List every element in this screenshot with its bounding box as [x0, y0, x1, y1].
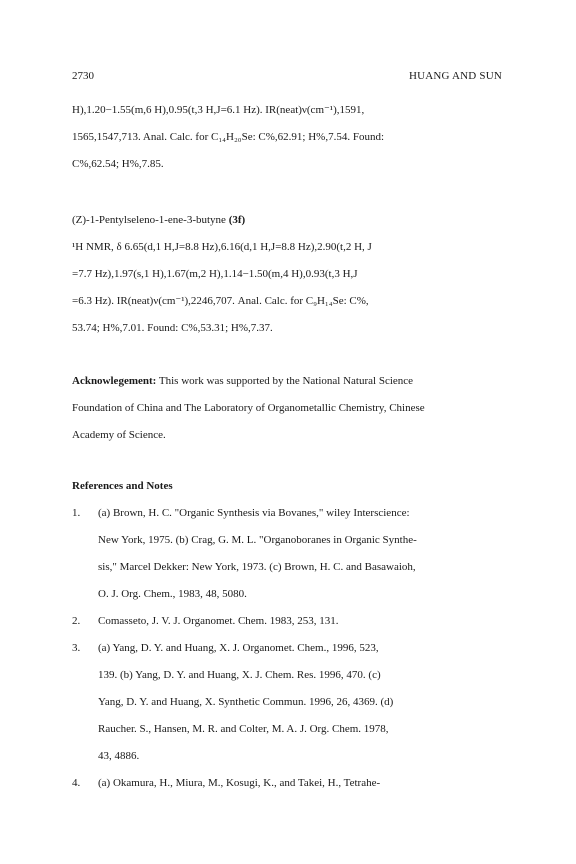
reference-line: Yang, D. Y. and Huang, X. Synthetic Commun. 1996, 26, 4369. (d): [98, 696, 394, 708]
text-line: [72, 368, 502, 395]
reference-number: 4.: [72, 777, 81, 789]
page-header: [72, 70, 502, 86]
text-line: ¹H NMR, δ 6.65(d,1 H,J=8.8 Hz),6.16(d,1 H,J=8.8 Hz),2.90(t,2 H, J: [72, 241, 372, 253]
reference-line: New York, 1975. (b) Crag, G. M. L. "Organoboranes in Organic Synthe-: [98, 534, 417, 546]
reference-number: 3.: [72, 642, 81, 654]
text-line: H),1.20−1.55(m,6 H),0.95(t,3 H,J=6.1 Hz). IR(neat)ν(cm⁻¹),1591,: [72, 104, 365, 116]
references-list: [72, 500, 502, 797]
text-line: =7.7 Hz),1.97(s,1 H),1.67(m,2 H),1.14−1.50(m,4 H),0.93(t,3 H,J: [72, 268, 358, 280]
acknowledgement-paragraph: [72, 368, 502, 449]
reference-line: (a) Yang, D. Y. and Huang, X. J. Organomet. Chem., 1996, 523,: [98, 642, 379, 654]
reference-item: [72, 770, 502, 797]
acknowledgement-heading: Acknowlegement:: [72, 375, 157, 387]
compound-title: [72, 207, 502, 234]
compound-label: (3f): [228, 214, 246, 226]
compound-section: [72, 207, 502, 342]
acknowledgement-text: This work was supported by the National Natural Science: [158, 375, 414, 387]
reference-line: Raucher. S., Hansen, M. R. and Colter, M. A. J. Org. Chem. 1978,: [98, 723, 389, 735]
text-line: =6.3 Hz). IR(neat)ν(cm⁻¹),2246,707. Anal. Calc. for C₉H₁₄Se: C%,: [72, 295, 369, 307]
reference-line: (a) Okamura, H., Miura, M., Kosugi, K., and Takei, H., Tetrahe-: [98, 777, 381, 789]
reference-item: [72, 608, 502, 635]
text-line: 53.74; H%,7.01. Found: C%,53.31; H%,7.37.: [72, 322, 273, 334]
reference-line: (a) Brown, H. C. "Organic Synthesis via Bovanes," wiley Interscience:: [98, 507, 410, 519]
text-line: Foundation of China and The Laboratory of Organometallic Chemistry, Chinese: [72, 402, 425, 414]
reference-line: O. J. Org. Chem., 1983, 48, 5080.: [98, 588, 247, 600]
compound-name: (Z)-1-Pentylseleno-1-ene-3-butyne: [72, 214, 226, 226]
reference-item: [72, 635, 502, 770]
page-number: 2730: [72, 70, 94, 82]
running-head: HUANG AND SUN: [408, 70, 502, 82]
reference-line: Comasseto, J. V. J. Organomet. Chem. 1983, 253, 131.: [98, 615, 339, 627]
reference-line: 139. (b) Yang, D. Y. and Huang, X. J. Chem. Res. 1996, 470. (c): [98, 669, 381, 681]
text-line: Academy of Science.: [72, 429, 166, 441]
reference-number: 2.: [72, 615, 81, 627]
reference-item: [72, 500, 502, 608]
reference-number: 1.: [72, 507, 81, 519]
references-heading: References and Notes: [72, 480, 173, 492]
reference-line: 43, 4886.: [98, 750, 140, 762]
text-line: C%,62.54; H%,7.85.: [72, 158, 164, 170]
text-line: 1565,1547,713. Anal. Calc. for C₁₄H₂₀Se: C%,62.91; H%,7.54. Found:: [72, 131, 385, 143]
continuation-paragraph: [72, 97, 502, 178]
reference-line: sis," Marcel Dekker: New York, 1973. (c) Brown, H. C. and Basawaioh,: [98, 561, 416, 573]
